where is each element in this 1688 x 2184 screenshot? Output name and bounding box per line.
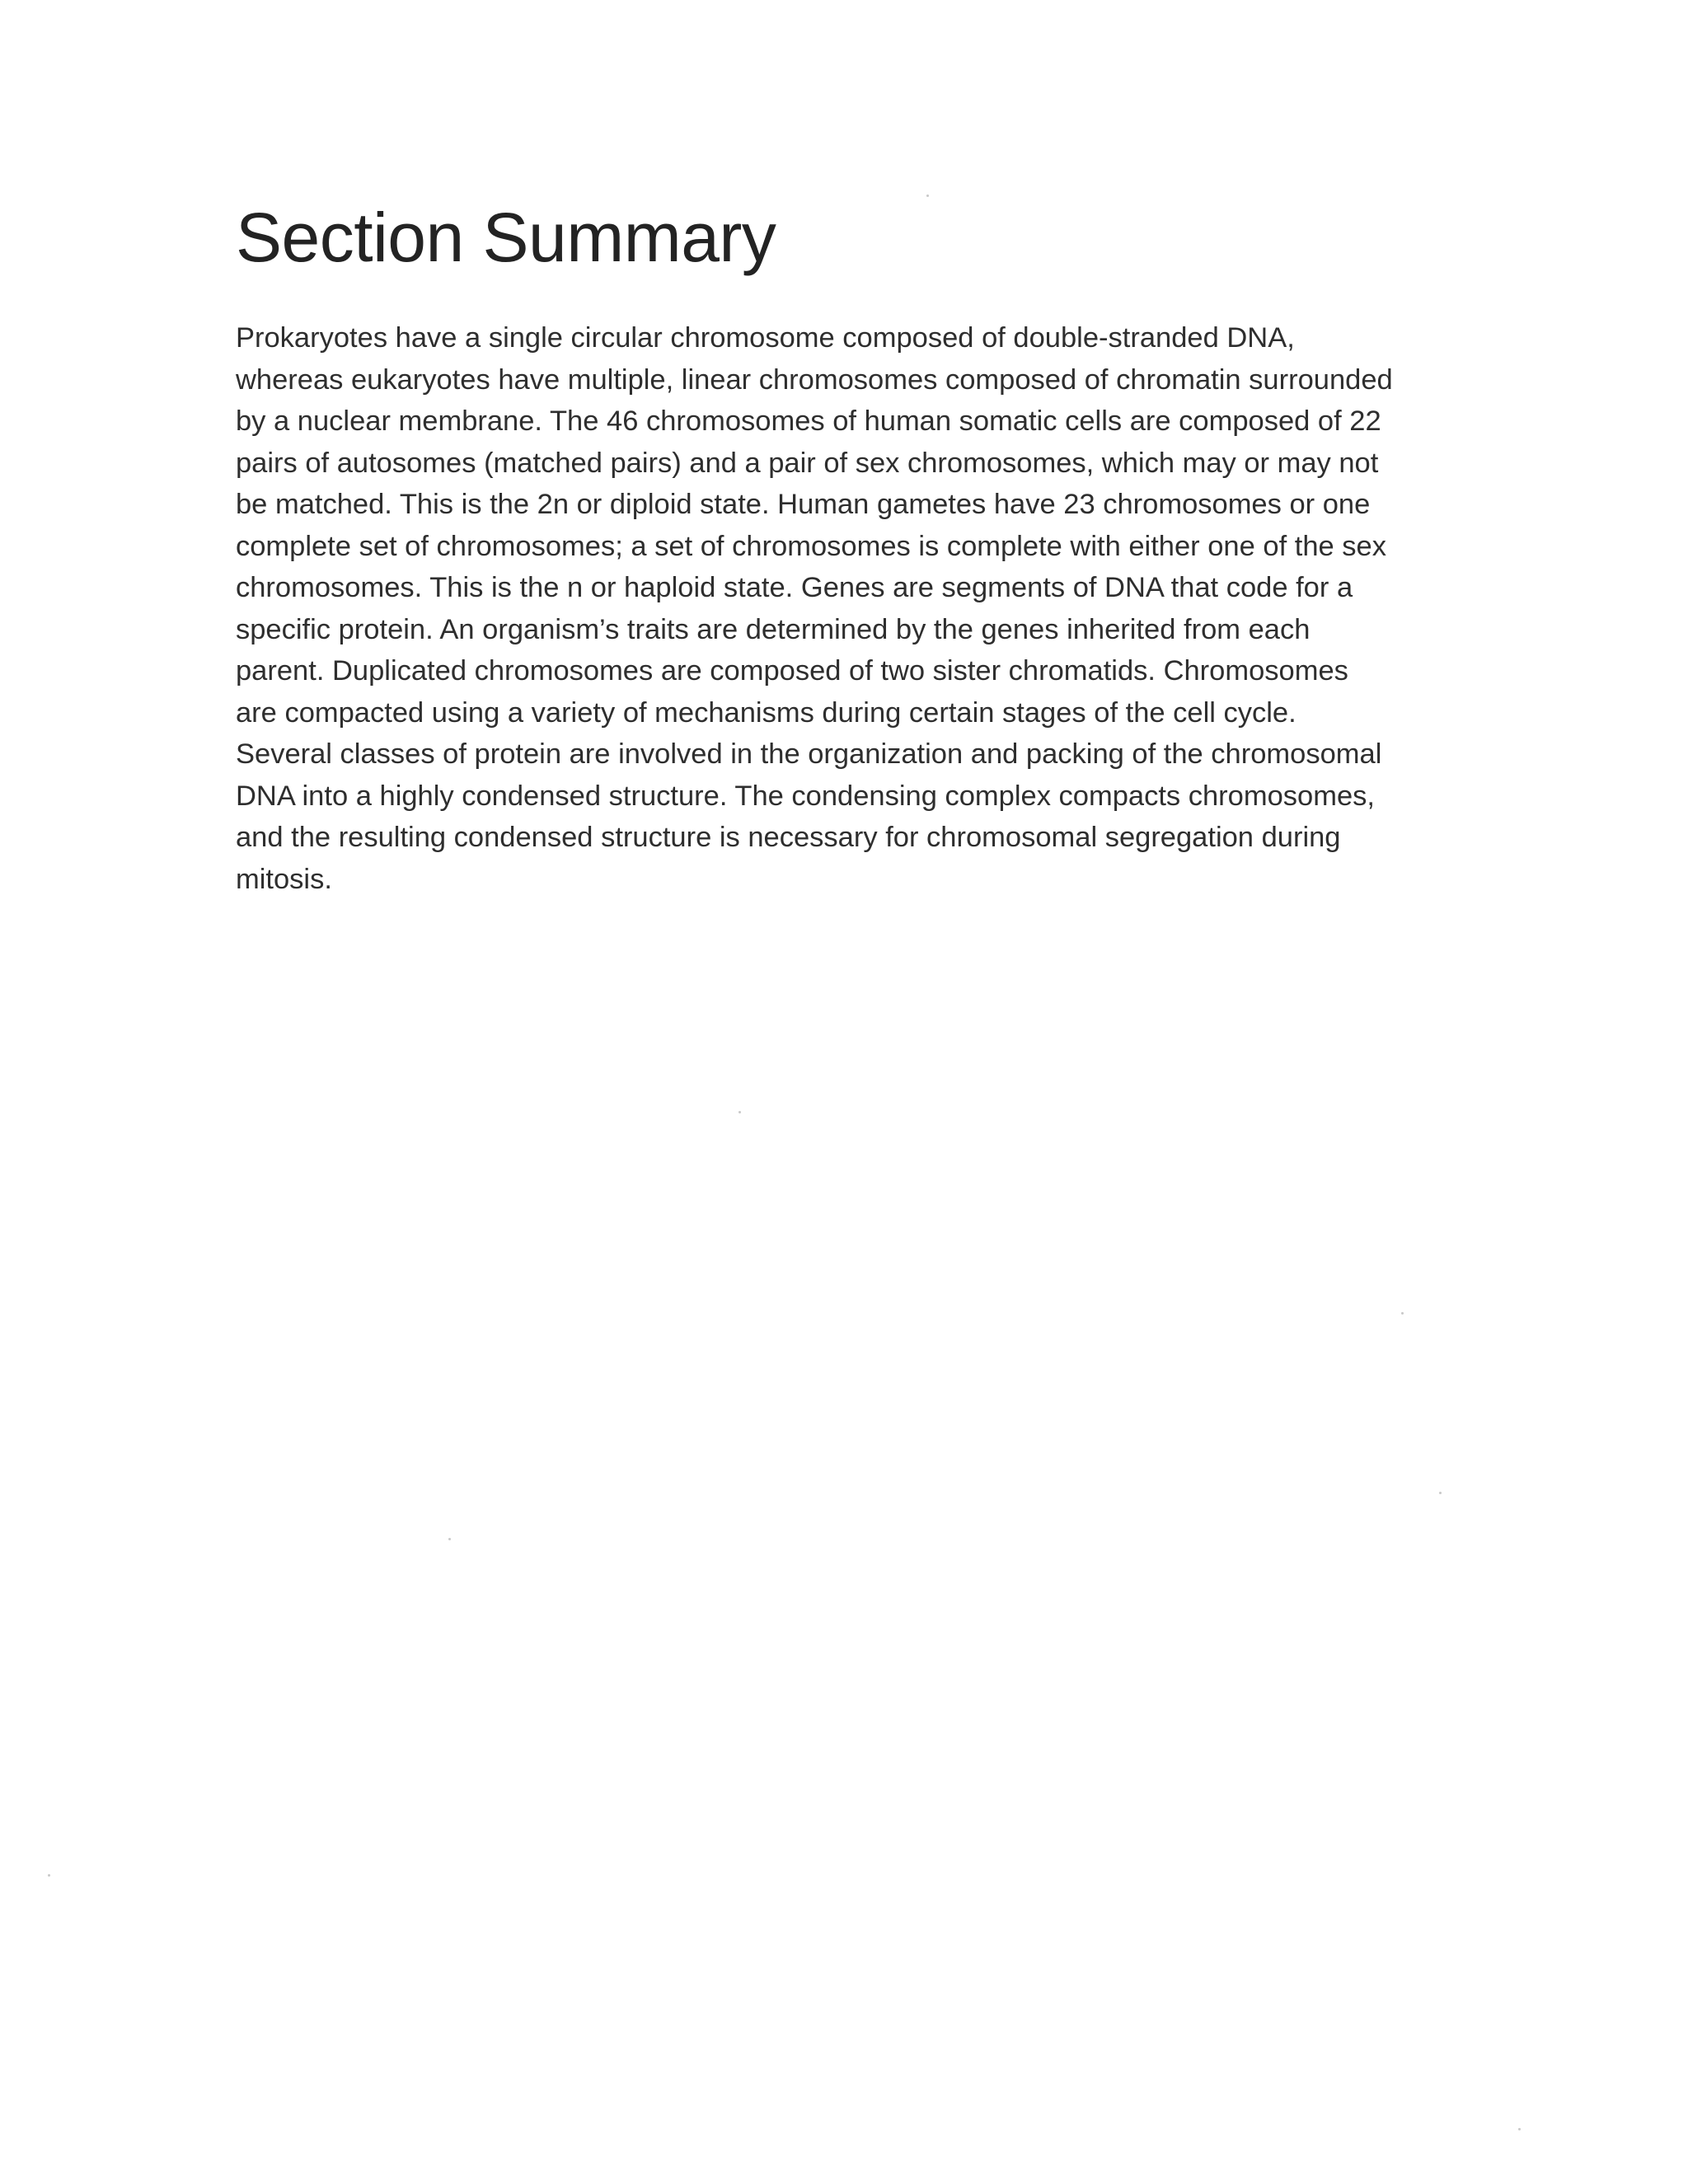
scan-speck [1401, 1312, 1404, 1315]
paragraph-line-11: Several classes of protein are involved in the organization and packing of the chromosomal [236, 738, 1382, 770]
paragraph-line-5: be matched. This is the 2n or diploid state. Human gametes have 23 chromosomes or one [236, 489, 1371, 520]
paragraph-line-9: parent. Duplicated chromosomes are composed of two sister chromatids. Chromosomes [236, 655, 1348, 687]
paragraph-line-7: chromosomes. This is the n or haploid state. Genes are segments of DNA that code for a [236, 572, 1353, 603]
paragraph-line-6: complete set of chromosomes; a set of chromosomes is complete with either one of the sex [236, 530, 1386, 562]
paragraph-line-14: mitosis. [236, 863, 332, 895]
scan-speck [1439, 1492, 1442, 1494]
paragraph-line-10: are compacted using a variety of mechanisms during certain stages of the cell cycle. [236, 696, 1296, 729]
paragraph-line-13: and the resulting condensed structure is necessary for chromosomal segregation during [236, 822, 1341, 853]
summary-paragraph [236, 317, 1447, 900]
paragraph-line-4: pairs of autosomes (matched pairs) and a pair of sex chromosomes, which may or may not [236, 447, 1379, 479]
paragraph-line-12: DNA into a highly condensed structure. The condensing complex compacts chromosomes, [236, 780, 1375, 812]
paragraph-line-8: specific protein. An organism’s traits are determined by the genes inherited from each [236, 613, 1311, 645]
paragraph-line-2: whereas eukaryotes have multiple, linear chromosomes composed of chromatin surrounded [236, 363, 1393, 396]
paragraph-line-3: by a nuclear membrane. The 46 chromosomes of human somatic cells are composed of 22 [236, 405, 1381, 437]
paragraph-line-1: Prokaryotes have a single circular chromosome composed of double-stranded DNA, [236, 322, 1295, 354]
section-heading: Section Summary [236, 199, 776, 276]
scan-speck [738, 1111, 741, 1113]
scan-speck [48, 1874, 50, 1877]
scan-speck [926, 194, 929, 197]
scan-speck [1518, 2128, 1521, 2130]
scan-speck [448, 1538, 451, 1540]
